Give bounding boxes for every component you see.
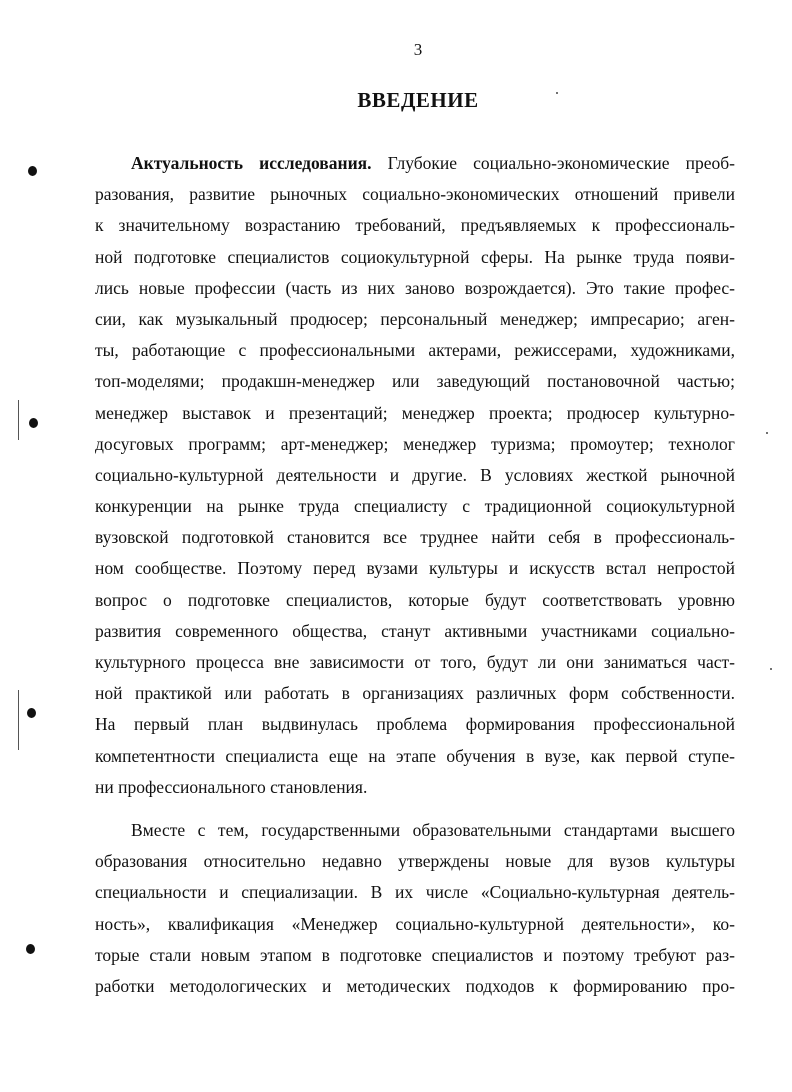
paragraph-line: ной практикой или работать в организациях различных форм собственности. <box>95 683 735 704</box>
paragraph-line: работки методологических и методических подходов к формированию про- <box>95 975 735 996</box>
paragraph-line: лись новые профессии (часть из них заново возрождается). Это такие профес- <box>95 277 735 298</box>
paragraph-line: развития современного общества, станут активными участниками социально- <box>95 620 735 641</box>
binding-hole-4 <box>26 944 35 954</box>
line-text: Глубокие социально-экономические преоб- <box>371 153 735 173</box>
binding-hole-2 <box>29 418 38 428</box>
paragraph-gap <box>95 803 735 815</box>
paragraph-line: топ-моделями; продакшн-менеджер или заведующий постановочной частью; <box>95 371 735 392</box>
paragraph-line: компетентности специалиста еще на этапе обучения в вузе, как первой ступе- <box>95 745 735 766</box>
scan-speck <box>766 432 768 434</box>
paragraph-relevance <box>95 148 735 803</box>
paragraph-line: менеджер выставок и презентаций; менеджер проекта; продюсер культурно- <box>95 402 735 423</box>
paragraph-line: ты, работающие с профессиональными актерами, режиссерами, художниками, <box>95 340 735 361</box>
paragraph-line: к значительному возрастанию требований, предъявляемых к профессиональ- <box>95 215 735 236</box>
paragraph-line: ной подготовке специалистов социокультурной сферы. На рынке труда появи- <box>95 246 735 267</box>
section-heading: ВВЕДЕНИЕ <box>357 88 479 112</box>
paragraph-line: разования, развитие рыночных социально-экономических отношений привели <box>95 184 735 205</box>
scan-edge-mark <box>18 690 19 750</box>
paragraph-standards <box>95 815 735 1002</box>
paragraph-line: ность», квалификация «Менеджер социально-культурной деятельности», ко- <box>95 913 735 934</box>
paragraph-line: сии, как музыкальный продюсер; персональный менеджер; импресарио; аген- <box>95 308 735 329</box>
scan-speck <box>770 668 772 670</box>
paragraph-line: торые стали новым этапом в подготовке специалистов и поэтому требуют раз- <box>95 944 735 965</box>
paragraph-line: образования относительно недавно утверждены новые для вузов культуры <box>95 851 735 872</box>
body-text <box>95 148 735 1002</box>
paragraph-line <box>95 148 735 179</box>
paragraph-line: вузовской подготовкой становится все труднее найти себя в профессиональ- <box>95 527 735 548</box>
binding-hole-1 <box>28 166 37 176</box>
paragraph-line: На первый план выдвинулась проблема формирования профессиональной <box>95 714 735 735</box>
relevance-lead: Актуальность исследования. <box>131 153 372 173</box>
paragraph-line: социально-культурной деятельности и другие. В условиях жесткой рыночной <box>95 464 735 485</box>
scan-edge-mark <box>18 400 19 440</box>
paragraph-line: ни профессионального становления. <box>95 776 368 797</box>
paragraph-line: ном сообществе. Поэтому перед вузами культуры и искусств встал непростой <box>95 558 735 579</box>
paragraph-line: вопрос о подготовке специалистов, которые будут соответствовать уровню <box>95 589 735 610</box>
paragraph-line: конкуренции на рынке труда специалисту с традиционной социокультурной <box>95 496 735 517</box>
page-number: 3 <box>413 40 423 59</box>
paragraph-line: культурного процесса вне зависимости от того, будут ли они заниматься част- <box>95 652 735 672</box>
paragraph-line: Вместе с тем, государственными образовательными стандартами высшего <box>131 819 735 840</box>
paragraph-line: специальности и специализации. В их числе «Социально-культурная деятель- <box>95 882 735 903</box>
binding-hole-3 <box>27 708 36 718</box>
paragraph-line: досуговых программ; арт-менеджер; менеджер туризма; промоутер; технолог <box>95 433 735 454</box>
